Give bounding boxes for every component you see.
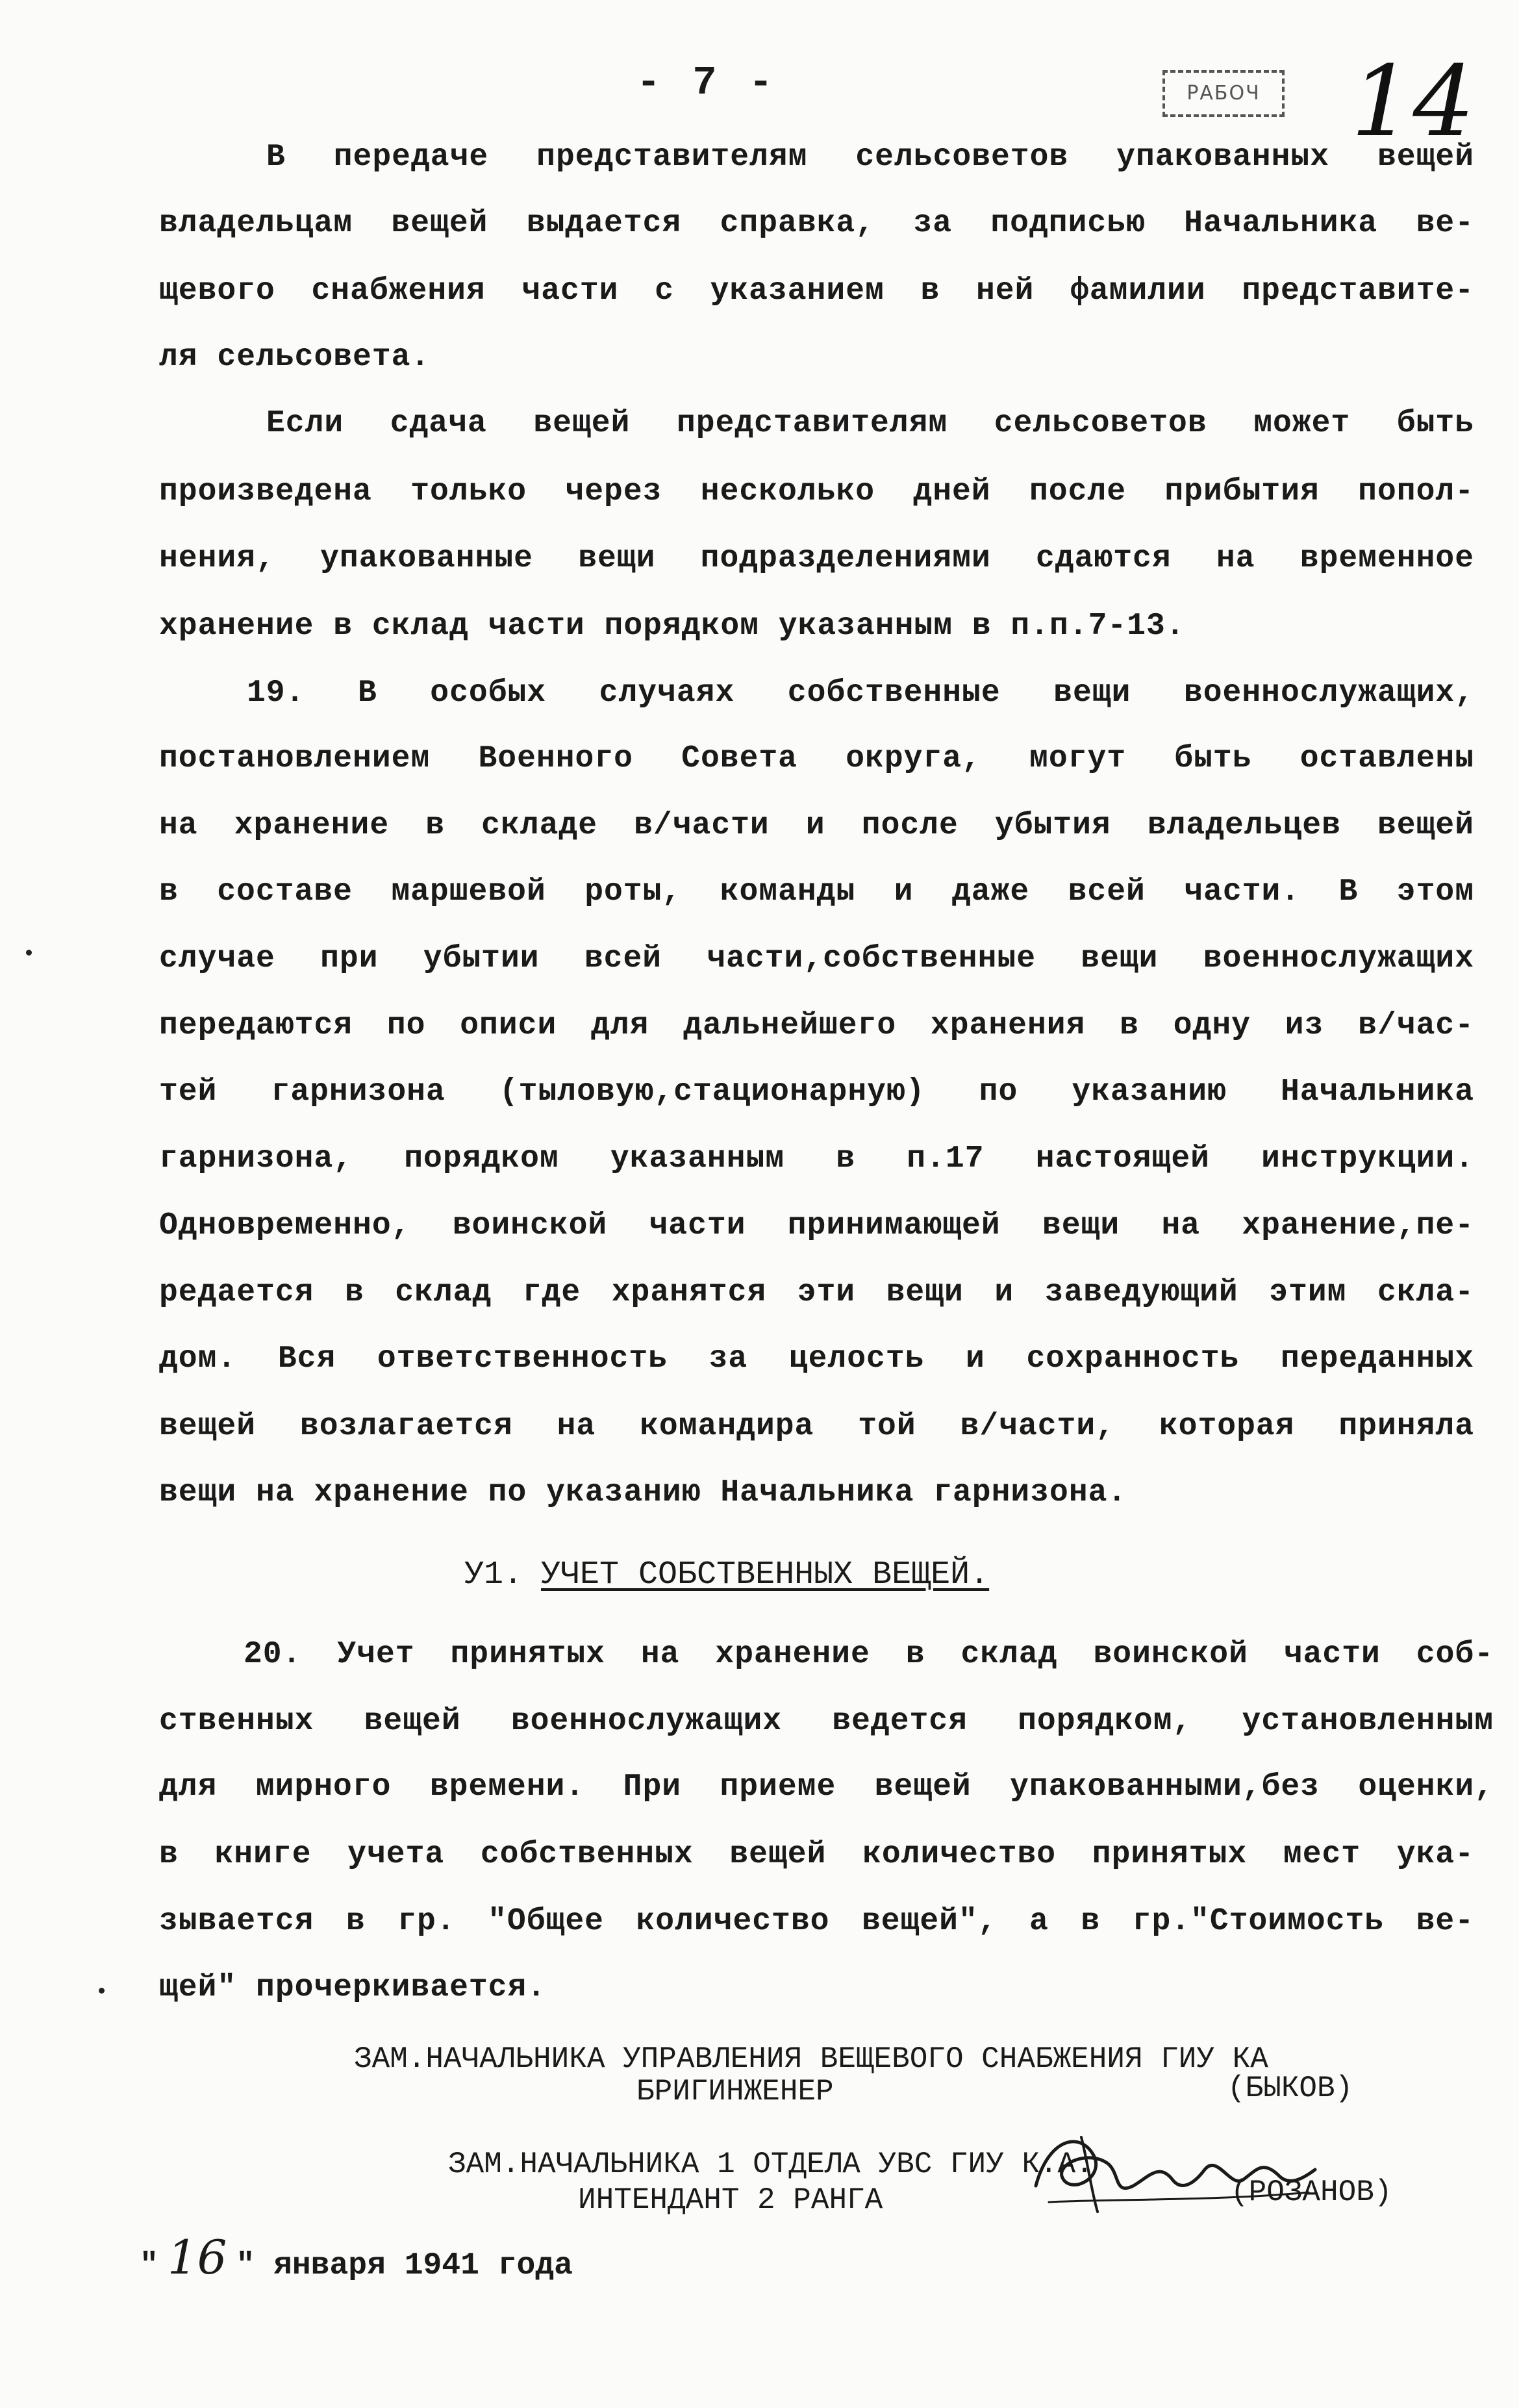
section-line: ственных вещей военнослужащих ведется порядком, установленным <box>159 1704 1494 1739</box>
section-line: щей" прочеркивается. <box>159 1970 547 2005</box>
date-open-quote: " <box>140 2248 158 2283</box>
document-date <box>140 2230 573 2285</box>
section-line: в книге учета собственных вещей количество принятых мест ука- <box>159 1837 1474 1872</box>
signature-rank: ИНТЕНДАНТ 2 РАНГА <box>578 2183 883 2217</box>
handwritten-sheet-number: 14 <box>1351 45 1475 158</box>
margin-dot <box>99 1988 105 1994</box>
body-line: владельцам вещей выдается справка, за подписью Начальника ве- <box>159 206 1474 241</box>
section-line: 20. Учет принятых на хранение в склад воинской части соб- <box>244 1637 1494 1672</box>
section-line: зывается в гр. "Общее количество вещей", а в гр."Стоимость ве- <box>159 1904 1474 1939</box>
section-line: для мирного времени. При приеме вещей упакованными,без оценки, <box>159 1769 1494 1805</box>
body-line: Если сдача вещей представителям сельсоветов может быть <box>266 406 1474 441</box>
body-line: тей гарнизона (тыловую,стационарную) по указанию Начальника <box>159 1074 1474 1109</box>
signature-title: ЗАМ.НАЧАЛЬНИКА УПРАВЛЕНИЯ ВЕЩЕВОГО СНАБЖЕНИЯ ГИУ КА <box>354 2042 1268 2076</box>
date-day: 16 <box>167 2230 227 2285</box>
body-line: произведена только через несколько дней после прибытия попол- <box>159 474 1474 509</box>
page-number: - 7 - <box>636 60 777 106</box>
body-line: хранение в склад части порядком указанным в п.п.7-13. <box>159 609 1185 644</box>
body-line: случае при убытии всей части,собственные вещи военнослужащих <box>159 941 1474 976</box>
body-line: ля сельсовета. <box>159 340 431 375</box>
body-line: постановлением Военного Совета округа, могут быть оставлены <box>159 741 1474 776</box>
section-number: У1. <box>464 1556 523 1593</box>
body-line: в составе маршевой роты, команды и даже всей части. В этом <box>159 874 1474 909</box>
signature-title: ЗАМ.НАЧАЛЬНИКА 1 ОТДЕЛА УВС ГИУ К.А. <box>448 2148 1094 2181</box>
body-line: передаются по описи для дальнейшего хранения в одну из в/час- <box>159 1008 1474 1043</box>
section-heading <box>464 1556 989 1595</box>
signature-name: (РОЗАНОВ) <box>1231 2175 1392 2209</box>
body-line: 19. В особых случаях собственные вещи военнослужащих, <box>247 676 1474 711</box>
handwritten-signature <box>1023 2124 1328 2222</box>
body-line: щевого снабжения части с указанием в ней фамилии представите- <box>159 273 1474 309</box>
body-line: вещи на хранение по указанию Начальника гарнизона. <box>159 1475 1127 1510</box>
archive-stamp: РАБОЧ <box>1162 70 1285 117</box>
body-line: дом. Вся ответственность за целость и сохранность переданных <box>159 1341 1474 1376</box>
body-line: на хранение в складе в/части и после убытия владельцев вещей <box>159 808 1474 843</box>
body-line: Одновременно, воинской части принимающей вещи на хранение,пе- <box>159 1208 1474 1243</box>
date-close-quote: " <box>236 2248 255 2283</box>
signature-name: (БЫКОВ) <box>1227 2072 1353 2105</box>
date-rest: января 1941 года <box>273 2248 573 2283</box>
margin-dot <box>26 950 32 956</box>
section-title: УЧЕТ СОБСТВЕННЫХ ВЕЩЕЙ. <box>541 1556 990 1593</box>
body-line: В передаче представителям сельсоветов упакованных вещей <box>266 140 1474 175</box>
body-line: вещей возлагается на командира той в/части, которая приняла <box>159 1409 1474 1444</box>
body-line: редается в склад где хранятся эти вещи и заведующий этим скла- <box>159 1275 1474 1310</box>
body-line: гарнизона, порядком указанным в п.17 настоящей инструкции. <box>159 1141 1474 1176</box>
signature-rank: БРИГИНЖЕНЕР <box>636 2075 834 2109</box>
body-line: нения, упакованные вещи подразделениями сдаются на временное <box>159 541 1474 576</box>
